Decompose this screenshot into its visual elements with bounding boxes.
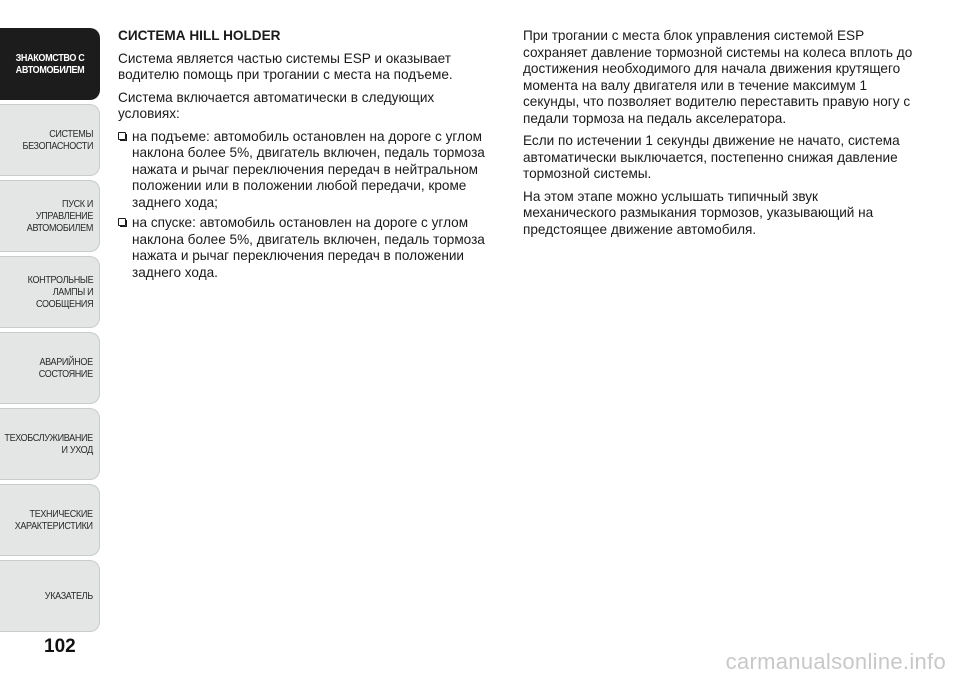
- tab-kontrolnye-lampy[interactable]: [0, 256, 100, 328]
- tab-label: ПУСК И УПРАВЛЕНИЕ АВТОМОБИЛЕМ: [26, 198, 94, 234]
- paragraph: На этом этапе можно услышать типичный звук механического размыкания тормозов, указывающий на предстоящее движение автомобиля.: [523, 188, 874, 237]
- section-title: СИСТЕМА HILL HOLDER: [118, 28, 281, 43]
- tab-label: КОНТРОЛЬНЫЕ ЛАМПЫ И СООБЩЕНИЯ: [27, 274, 93, 310]
- tab-label: УКАЗАТЕЛЬ: [45, 590, 93, 602]
- tab-ukazatel[interactable]: [0, 560, 100, 632]
- tab-label: СИСТЕМЫ БЕЗОПАСНОСТИ: [22, 128, 93, 152]
- checkbox-bullet-icon: [118, 218, 126, 226]
- checkbox-bullet-icon: [118, 132, 126, 140]
- tab-label: АВАРИЙНОЕ СОСТОЯНИЕ: [39, 356, 93, 380]
- tab-label: ТЕХОБСЛУЖИВАНИЕ И УХОД: [4, 432, 93, 456]
- bullet-text: на спуске: автомобиль остановлен на дороге с углом наклона более 5%, двигатель включен, педаль тормоза нажата и рычаг переключения передач в положении заднего хода.: [132, 215, 485, 280]
- list-item: [118, 215, 496, 281]
- bullet-text: на подъеме: автомобиль остановлен на дороге с углом наклона более 5%, двигатель включен, педаль тормоза нажата и рычаг переключения передач в нейтральном положении или в положении любой передачи, кроме заднего хода;: [132, 128, 485, 210]
- page-number: 102: [44, 636, 76, 657]
- tab-avariynoe-sostoyanie[interactable]: [0, 332, 100, 404]
- conditions-intro: Система включается автоматически в следующих условиях:: [118, 89, 435, 121]
- tab-label: ТЕХНИЧЕСКИЕ ХАРАКТЕРИСТИКИ: [15, 508, 93, 532]
- tab-tehobsluzhivanie[interactable]: [0, 408, 100, 480]
- watermark: carmanualsonline.info: [725, 649, 946, 674]
- tab-znakomstvo[interactable]: [0, 28, 100, 100]
- paragraph: При трогании с места блок управления системой ESP сохраняет давление тормозной системы на колеса вплоть до достижения необходимого для начала движения крутящего момента на валу двигателя или в течение максимум 1 секунды, что позволяет водителю переставить правую ногу с педали тормоза на педаль акселератора.: [523, 28, 913, 126]
- right-column: [523, 28, 913, 244]
- tab-sistemy-bezopasnosti[interactable]: [0, 104, 100, 176]
- tab-pusk-i-upravlenie[interactable]: [0, 180, 100, 252]
- tab-label: ЗНАКОМСТВО С АВТОМОБИЛЕМ: [15, 52, 84, 76]
- tab-tehnicheskie-harakteristiki[interactable]: [0, 484, 100, 556]
- paragraph: Если по истечении 1 секунды движение не начато, система автоматически выключается, постепенно снижая давление тормозной системы.: [523, 133, 900, 181]
- intro-paragraph: Система является частью системы ESP и оказывает водителю помощь при трогании с места на подъеме.: [118, 50, 453, 82]
- left-column: [118, 28, 496, 285]
- list-item: [118, 129, 496, 212]
